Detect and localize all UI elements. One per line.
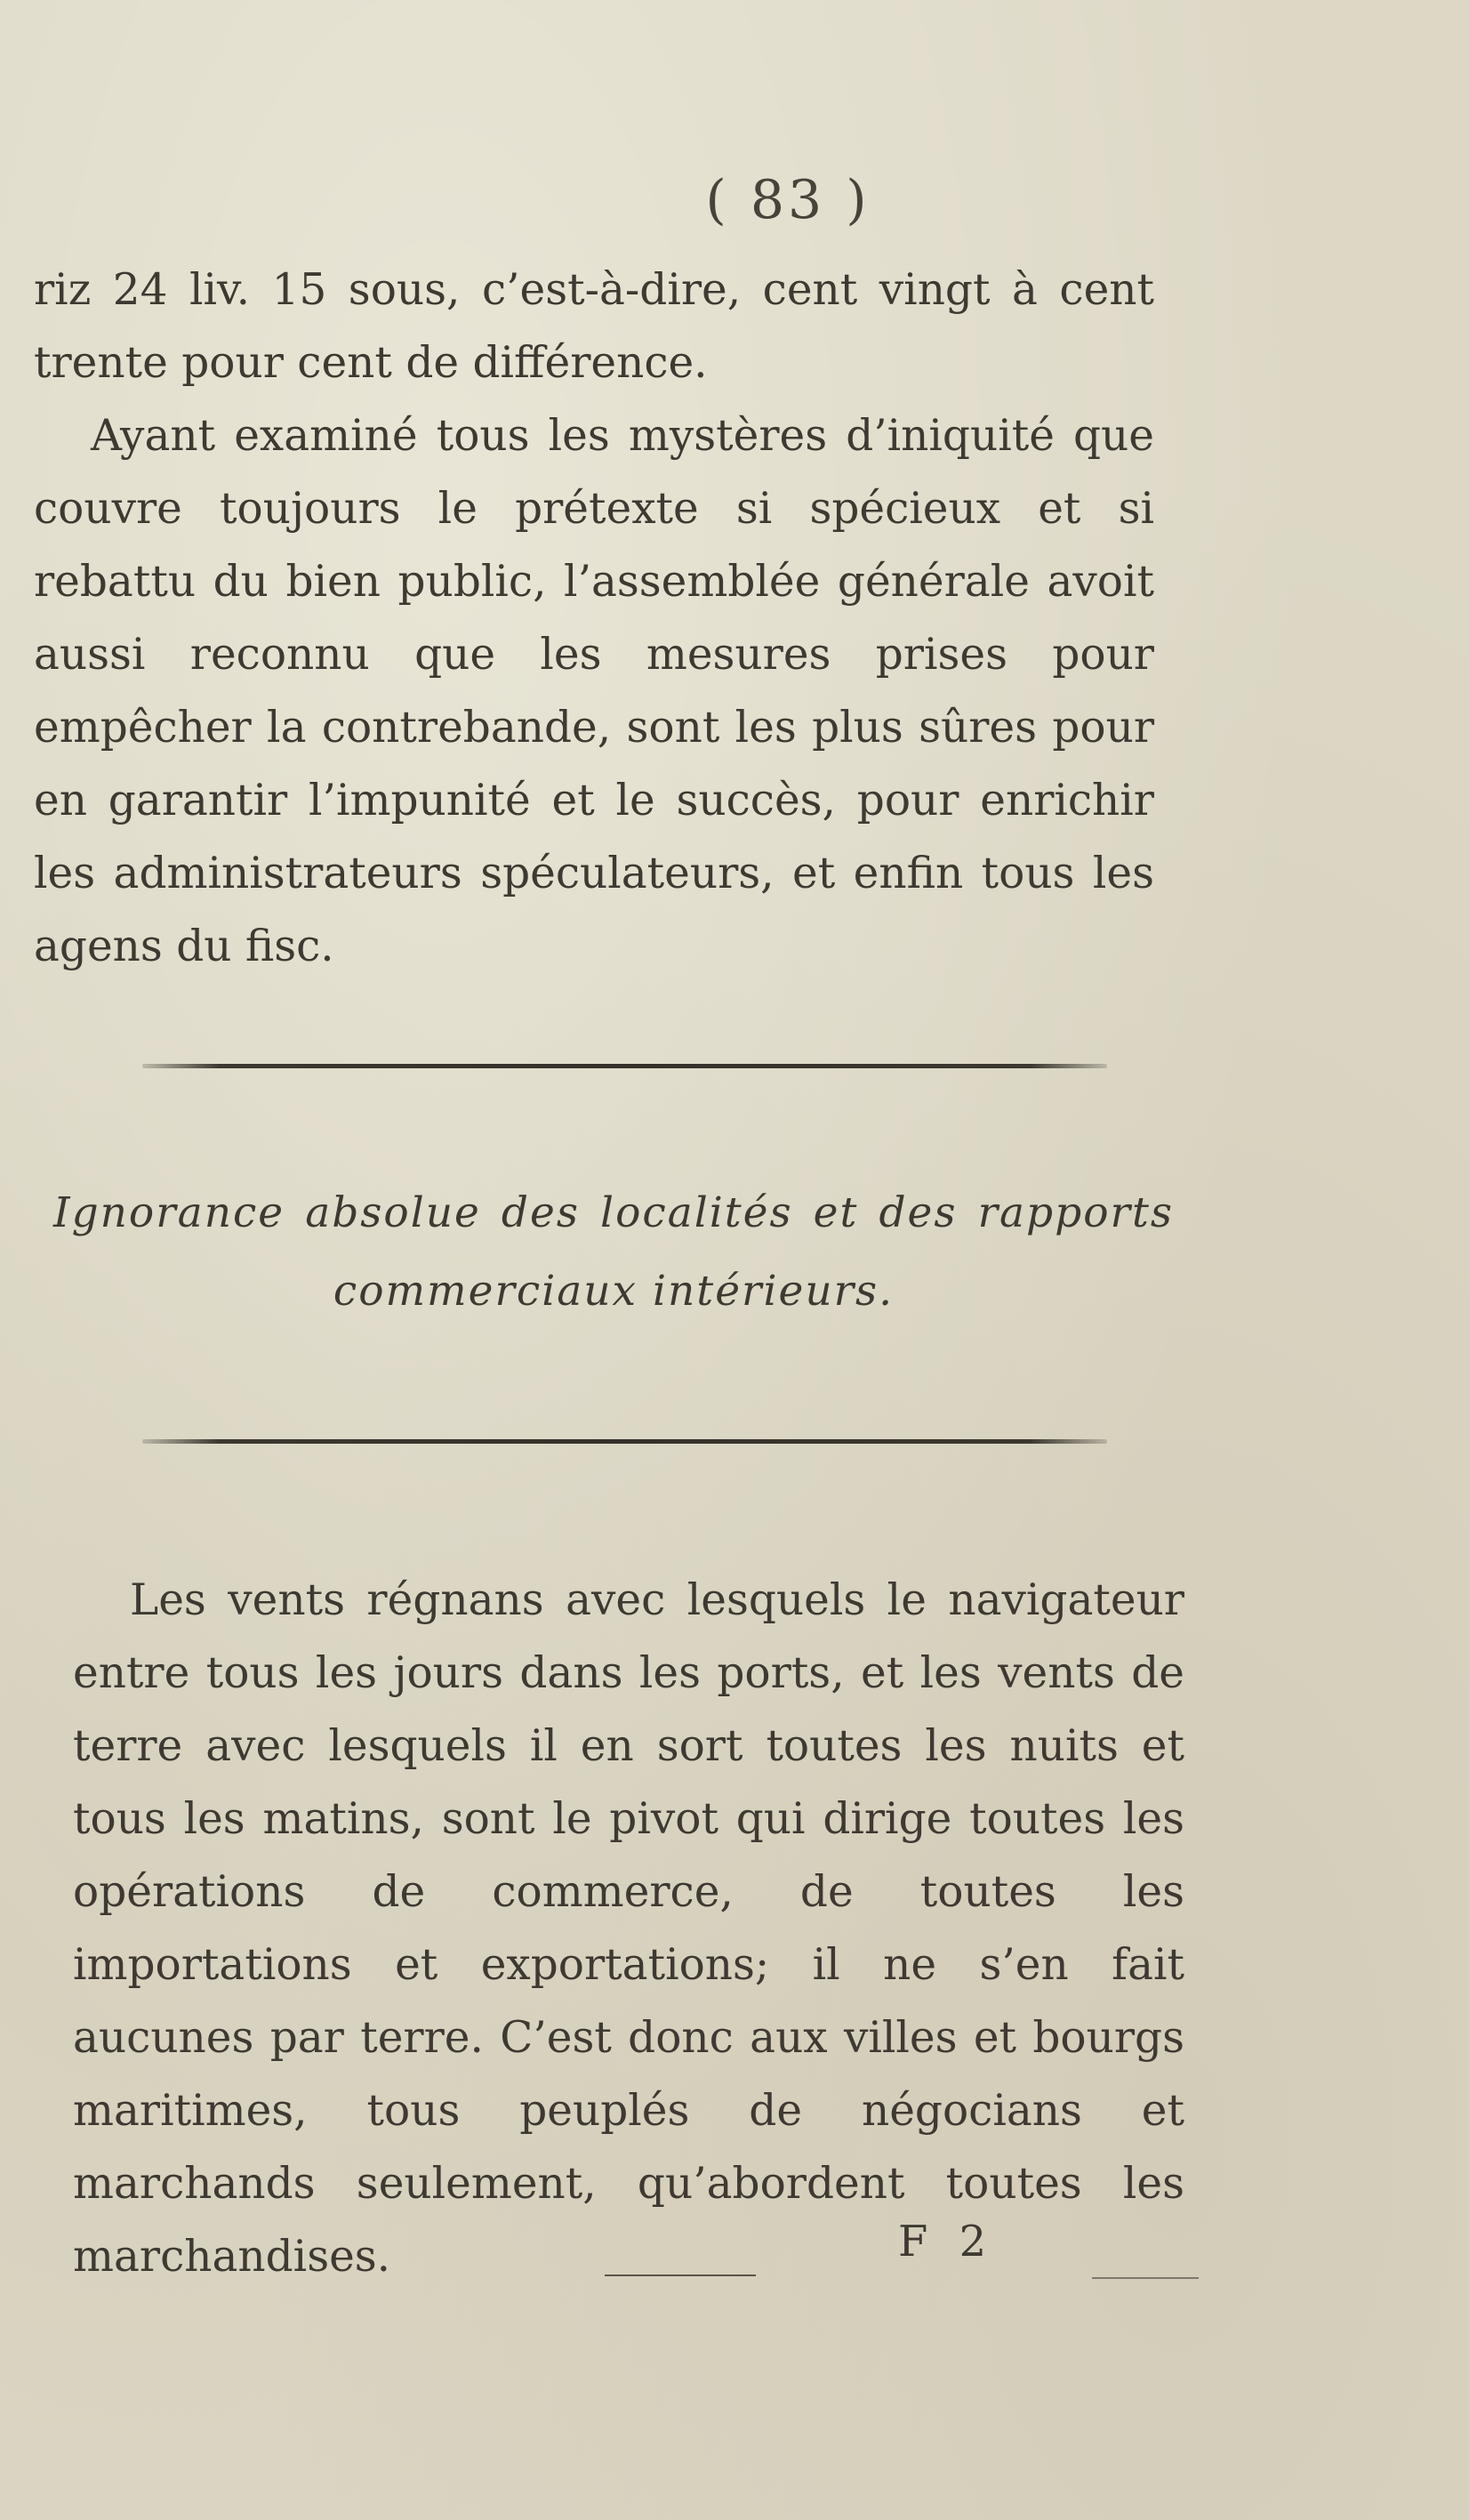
continued-paragraph: riz 24 liv. 15 sous, c’est-à-dire, cent vingt à cent trente pour cent de différence. [34,265,1154,388]
body-paragraph: Ayant examiné tous les mystères d’iniquité que couvre toujours le prétexte si spécieux et si rebattu du bien public, l’assemblée générale avoit aussi reconnu que les mesures prises pour empêcher la contrebande, sont les plus sûres pour en garantir l’impunité et le succès, pour enrichir les administrateurs spéculateurs, et enfin tous les agens du fisc. [34,411,1154,971]
signature-mark: F 2 [898,2217,996,2266]
top-text-block [34,254,1154,983]
bottom-text-block [73,1564,1184,2293]
section-heading-line-1: Ignorance absolue des localités et des rapports [53,1188,1174,1237]
ornamental-rule-top [142,1064,1107,1068]
body-paragraph: Les vents régnans avec lesquels le navigateur entre tous les jours dans les ports, et les vents de terre avec lesquels il en sort toutes les nuits et tous les matins, sont le pivot qui dirige toutes les opérations de commerce, de toutes les importations et exportations; il ne s’en fait aucunes par terre. C’est donc aux villes et bourgs maritimes, tous peuplés de négocians et marchands seulement, qu’abordent toutes les marchandises. [73,1575,1184,2282]
ornamental-rule-bottom [142,1439,1107,1444]
section-heading [53,1174,1174,1331]
page-number: ( 83 ) [705,169,871,231]
footer-rule-left [605,2274,756,2276]
footer-rule-right [1092,2277,1199,2279]
section-heading-line-2: commerciaux intérieurs. [333,1267,895,1316]
